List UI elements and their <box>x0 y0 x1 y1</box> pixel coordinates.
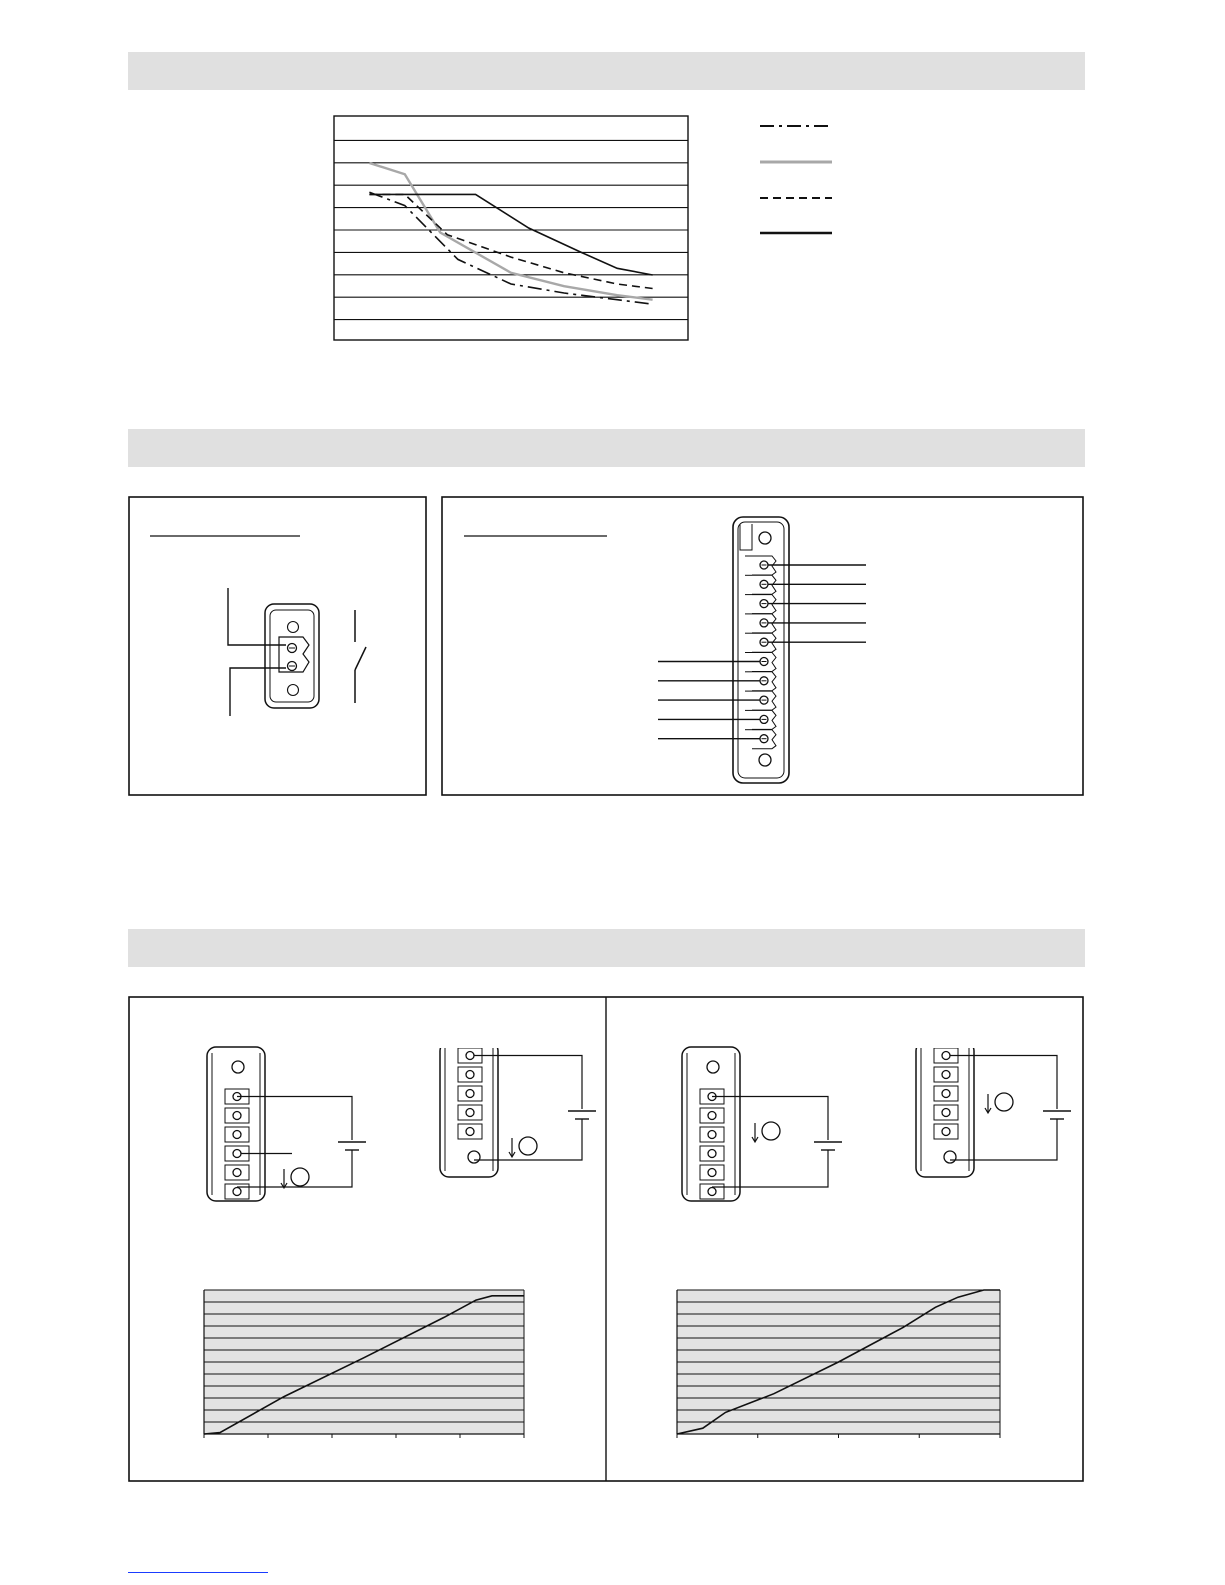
terminal-block <box>440 1042 498 1177</box>
derating-chart-frame <box>334 116 688 340</box>
transfer-chart-right <box>677 1290 1000 1438</box>
terminal-cutoff-mask <box>909 1038 979 1048</box>
terminal-block <box>682 1047 740 1201</box>
meter-icon <box>291 1168 309 1186</box>
terminal-cutoff-mask <box>200 1211 280 1231</box>
terminal-cutoff-mask <box>675 1211 755 1231</box>
meter-icon <box>995 1093 1013 1111</box>
wiring-diagram-right-a <box>675 1047 842 1231</box>
derating-chart <box>334 116 688 340</box>
terminal-block <box>207 1047 265 1201</box>
derating-chart-grid <box>334 140 688 319</box>
power-switch-icon <box>355 610 366 703</box>
meter-icon <box>519 1137 537 1155</box>
power-connector <box>228 588 366 716</box>
derating-series-dash-dot <box>369 192 652 304</box>
wiring-diagram-left-a <box>200 1047 366 1231</box>
derating-series-solid-gray <box>369 163 652 300</box>
io-connector <box>658 517 866 783</box>
derating-series-solid-black <box>369 194 652 275</box>
footer-link-underline[interactable] <box>128 1572 268 1573</box>
terminal-block <box>916 1042 974 1177</box>
derating-chart-series <box>369 163 652 304</box>
derating-legend <box>760 126 832 233</box>
terminal-cutoff-mask <box>433 1038 503 1048</box>
wiring-diagram-right-b <box>909 1038 1071 1177</box>
wiring-diagram-left-b <box>433 1038 596 1177</box>
meter-icon <box>762 1122 780 1140</box>
transfer-chart-left <box>204 1290 524 1438</box>
